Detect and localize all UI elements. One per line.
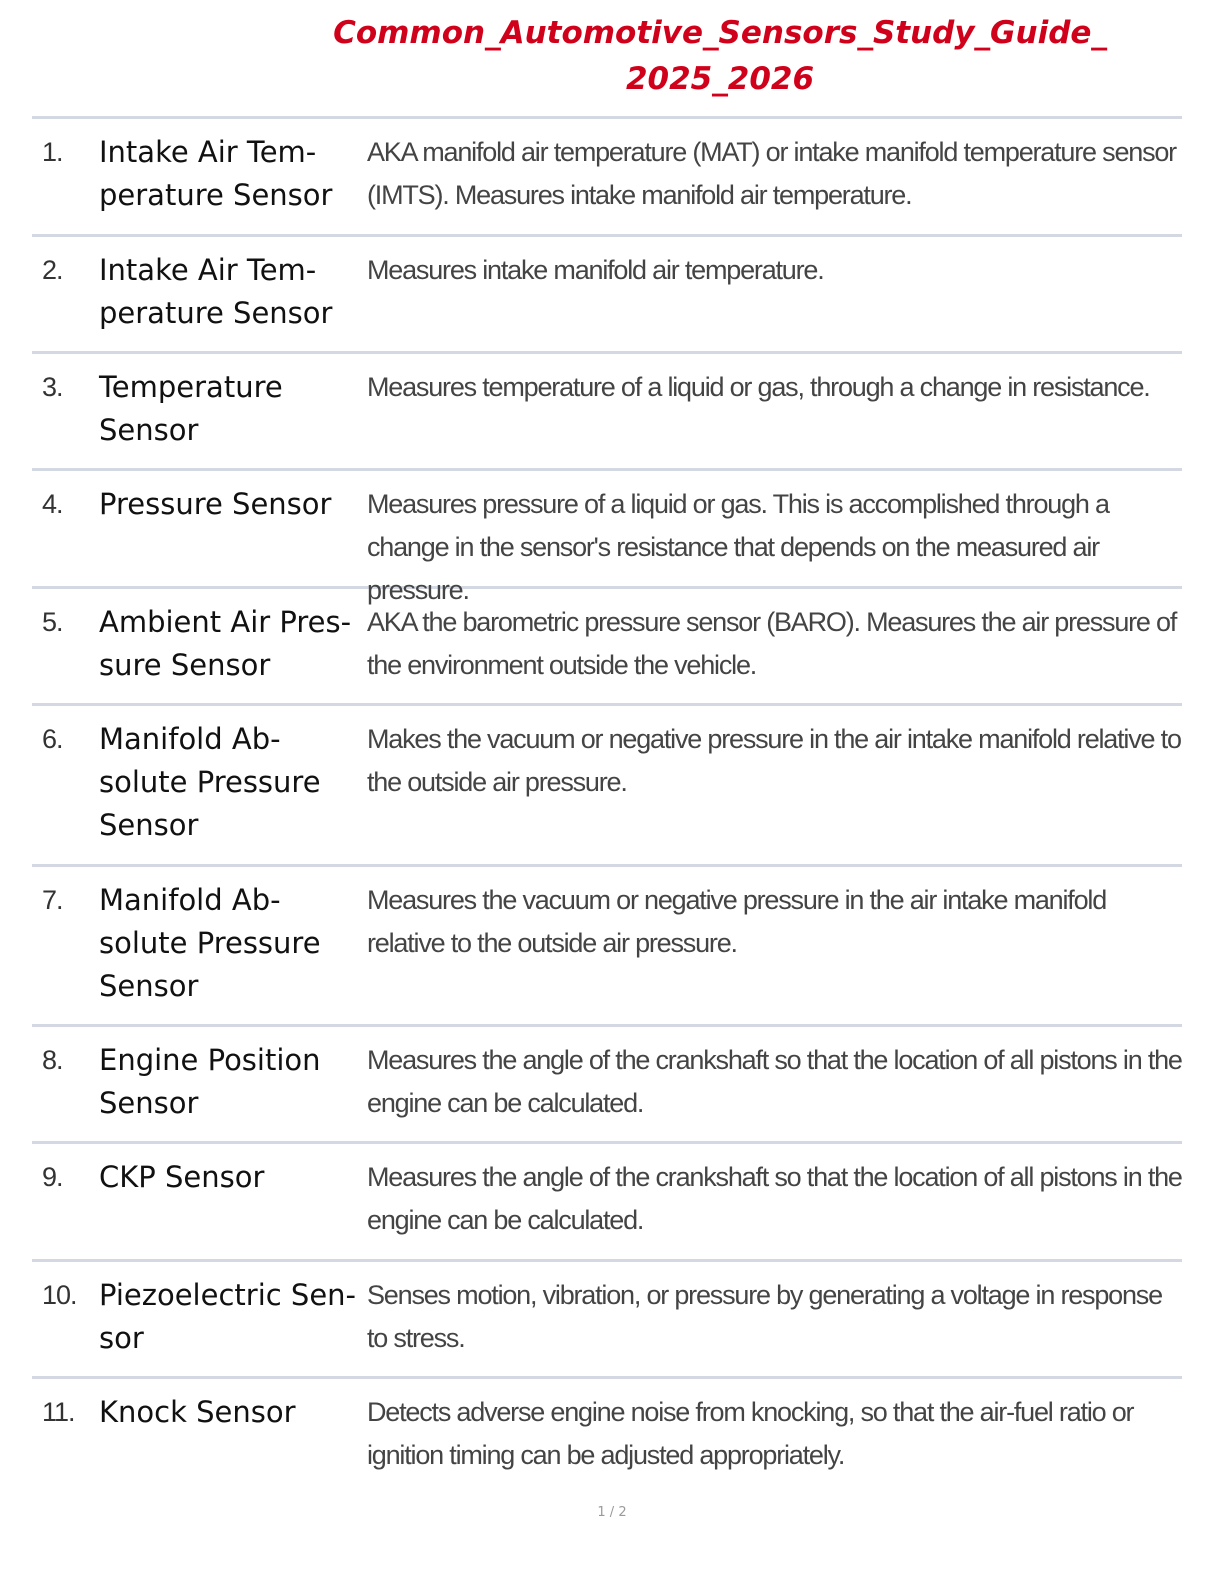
flashcard [32,1376,1182,1494]
card-definition: Measures pressure of a liquid or gas. This is accomplished through a change in the sensor's resistance that depends on the measured air pressure. [367,489,1109,605]
card-definition: AKA the barometric pressure sensor (BARO). Measures the air pressure of the environment outside the vehicle. [367,607,1177,680]
card-term: Intake Air Tem- perature Sensor [99,253,333,330]
flashcard [32,351,1182,468]
card-number: 4. [42,489,63,519]
card-number: 5. [42,607,63,637]
card-term: Pressure Sensor [99,487,332,521]
title-line-2: 2025_2026 [625,61,815,97]
card-definition: Measures temperature of a liquid or gas, through a change in resistance. [367,372,1150,402]
card-number: 2. [42,255,63,285]
card-number: 6. [42,724,63,754]
card-term: Manifold Ab- solute Pressure Sensor [99,883,321,1003]
card-term: Intake Air Tem- perature Sensor [99,135,333,212]
card-number: 9. [42,1162,63,1192]
title-line-1: Common_Automotive_Sensors_Study_Guide_ [333,15,1107,51]
card-term: Temperature Sensor [99,370,283,447]
card-number: 8. [42,1045,63,1075]
card-number: 10. [42,1280,77,1310]
card-definition: Measures the vacuum or negative pressure in the air intake manifold relative to the outside air pressure. [367,885,1107,958]
flashcard [32,703,1182,864]
card-term: Ambient Air Pres- sure Sensor [99,605,352,682]
card-term: Knock Sensor [99,1395,296,1429]
flashcard-list [32,116,1182,1494]
card-definition: Senses motion, vibration, or pressure by generating a voltage in response to stress. [367,1280,1162,1353]
card-definition: Measures the angle of the crankshaft so that the location of all pistons in the engine can be calculated. [367,1045,1182,1118]
flashcard [32,864,1182,1024]
card-definition: AKA manifold air temperature (MAT) or intake manifold temperature sensor (IMTS). Measures intake manifold air temperature. [367,137,1176,210]
card-term: Piezoelectric Sen- sor [99,1278,357,1355]
page-number: 1 / 2 [597,1505,627,1520]
card-term: CKP Sensor [99,1160,265,1194]
card-definition: Measures intake manifold air temperature. [367,255,824,285]
card-definition: Measures the angle of the crankshaft so that the location of all pistons in the engine can be calculated. [367,1162,1182,1235]
card-term: Manifold Ab- solute Pressure Sensor [99,722,321,842]
card-number: 3. [42,372,63,402]
flashcard [32,116,1182,234]
flashcard [32,234,1182,351]
flashcard [32,1259,1182,1376]
card-number: 11. [42,1397,75,1427]
page-title [320,10,1120,102]
card-number: 7. [42,885,63,915]
card-term: Engine Position Sensor [99,1043,321,1120]
card-definition: Makes the vacuum or negative pressure in the air intake manifold relative to the outside air pressure. [367,724,1181,797]
card-number: 1. [42,137,63,167]
flashcard [32,1024,1182,1141]
flashcard [32,1141,1182,1259]
flashcard [32,586,1182,703]
card-definition: Detects adverse engine noise from knocking, so that the air-fuel ratio or ignition timing can be adjusted appropriately. [367,1397,1134,1470]
flashcard [32,468,1182,605]
